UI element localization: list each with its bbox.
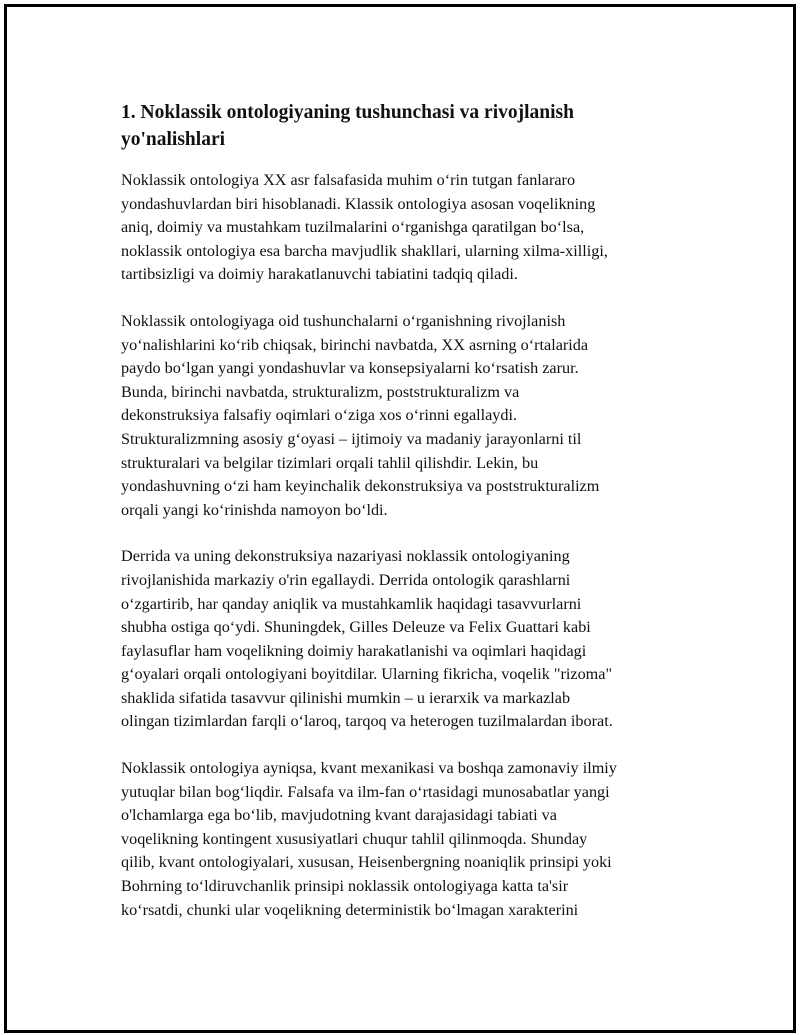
section-heading — [121, 99, 701, 153]
text-line: voqelikning kontingent xususiyatlari chuqur tahlil qilinmoqda. Shunday — [121, 829, 588, 848]
text-line: Noklassik ontologiyaga oid tushunchalarni o‘rganishning rivojlanish — [121, 311, 566, 330]
text-line: tartibsizligi va doimiy harakatlanuvchi tabiatini tadqiq qiladi. — [121, 265, 518, 284]
page-frame — [4, 4, 796, 1033]
text-line: rivojlanishida markaziy o'rin egallaydi. Derrida ontologik qarashlarni — [121, 570, 571, 589]
paragraph-1 — [121, 169, 701, 287]
text-line: Noklassik ontologiya XX asr falsafasida muhim o‘rin tutgan fanlararo — [121, 171, 576, 189]
text-line: shaklida sifatida tasavvur qilinishi mumkin – u ierarxik va markazlab — [121, 688, 571, 707]
text-line: dekonstruksiya falsafiy oqimlari o‘ziga xos o‘rinni egallaydi. — [121, 406, 518, 425]
text-line: o‘zgartirib, har qanday aniqlik va mustahkamlik haqidagi tasavvurlarni — [121, 594, 582, 613]
text-line: yondashuvning o‘zi ham keyinchalik dekonstruksiya va poststrukturalizm — [121, 477, 600, 496]
document-body — [121, 99, 701, 945]
paragraph-4 — [121, 757, 701, 922]
text-line: yondashuvlardan biri hisoblanadi. Klassik ontologiya asosan voqelikning — [121, 194, 596, 213]
text-line: qilib, kvant ontologiyalari, xususan, Heisenbergning noaniqlik prinsipi yoki — [121, 853, 612, 872]
text-line: Bunda, birinchi navbatda, strukturalizm, poststrukturalizm va — [121, 382, 520, 401]
heading-line: 1. Noklassik ontologiyaning tushunchasi va rivojlanish — [121, 102, 574, 123]
text-line: Derrida va uning dekonstruksiya nazariyasi noklassik ontologiyaning — [121, 547, 570, 566]
text-line: faylasuflar ham voqelikning doimiy harakatlanishi va oqimlari haqidagi — [121, 641, 587, 660]
text-line: yo‘nalishlarini ko‘rib chiqsak, birinchi navbatda, XX asrning o‘rtalarida — [121, 335, 589, 354]
text-line: paydo bo‘lgan yangi yondashuvlar va konsepsiyalarni ko‘rsatish zarur. — [121, 359, 579, 378]
text-line: Noklassik ontologiya ayniqsa, kvant mexanikasi va boshqa zamonaviy ilmiy — [121, 759, 617, 778]
text-line: aniq, doimiy va mustahkam tuzilmalarini o‘rganishga qaratilgan bo‘lsa, — [121, 218, 585, 237]
paragraph-3 — [121, 545, 701, 734]
text-line: shubha ostiga qo‘ydi. Shuningdek, Gilles Deleuze va Felix Guattari kabi — [121, 618, 591, 637]
text-line: o'lchamlarga ega bo‘lib, mavjudotning kvant darajasidagi tabiati va — [121, 806, 557, 825]
text-line: strukturalari va belgilar tizimlari orqali tahlil qilishdir. Lekin, bu — [121, 453, 539, 472]
text-line: noklassik ontologiya esa barcha mavjudlik shakllari, ularning xilma-xilligi, — [121, 241, 608, 260]
text-line: g‘oyalari orqali ontologiyani boyitdilar. Ularning fikricha, voqelik "rizoma" — [121, 665, 613, 684]
text-line: Bohrning to‘ldiruvchanlik prinsipi noklassik ontologiyaga katta ta'sir — [121, 877, 569, 896]
text-line: orqali yangi ko‘rinishda namoyon bo‘ldi. — [121, 500, 388, 519]
text-line: Strukturalizmning asosiy g‘oyasi – ijtimoiy va madaniy jarayonlarni til — [121, 429, 582, 448]
text-line: ko‘rsatdi, chunki ular voqelikning deterministik bo‘lmagan xarakterini — [121, 900, 579, 919]
text-line: yutuqlar bilan bog‘liqdir. Falsafa va ilm-fan o‘rtasidagi munosabatlar yangi — [121, 782, 610, 801]
paragraph-2 — [121, 310, 701, 522]
text-line: olingan tizimlardan farqli o‘laroq, tarqoq va heterogen tuzilmalardan iborat. — [121, 712, 613, 731]
heading-line: yo'nalishlari — [121, 129, 226, 150]
